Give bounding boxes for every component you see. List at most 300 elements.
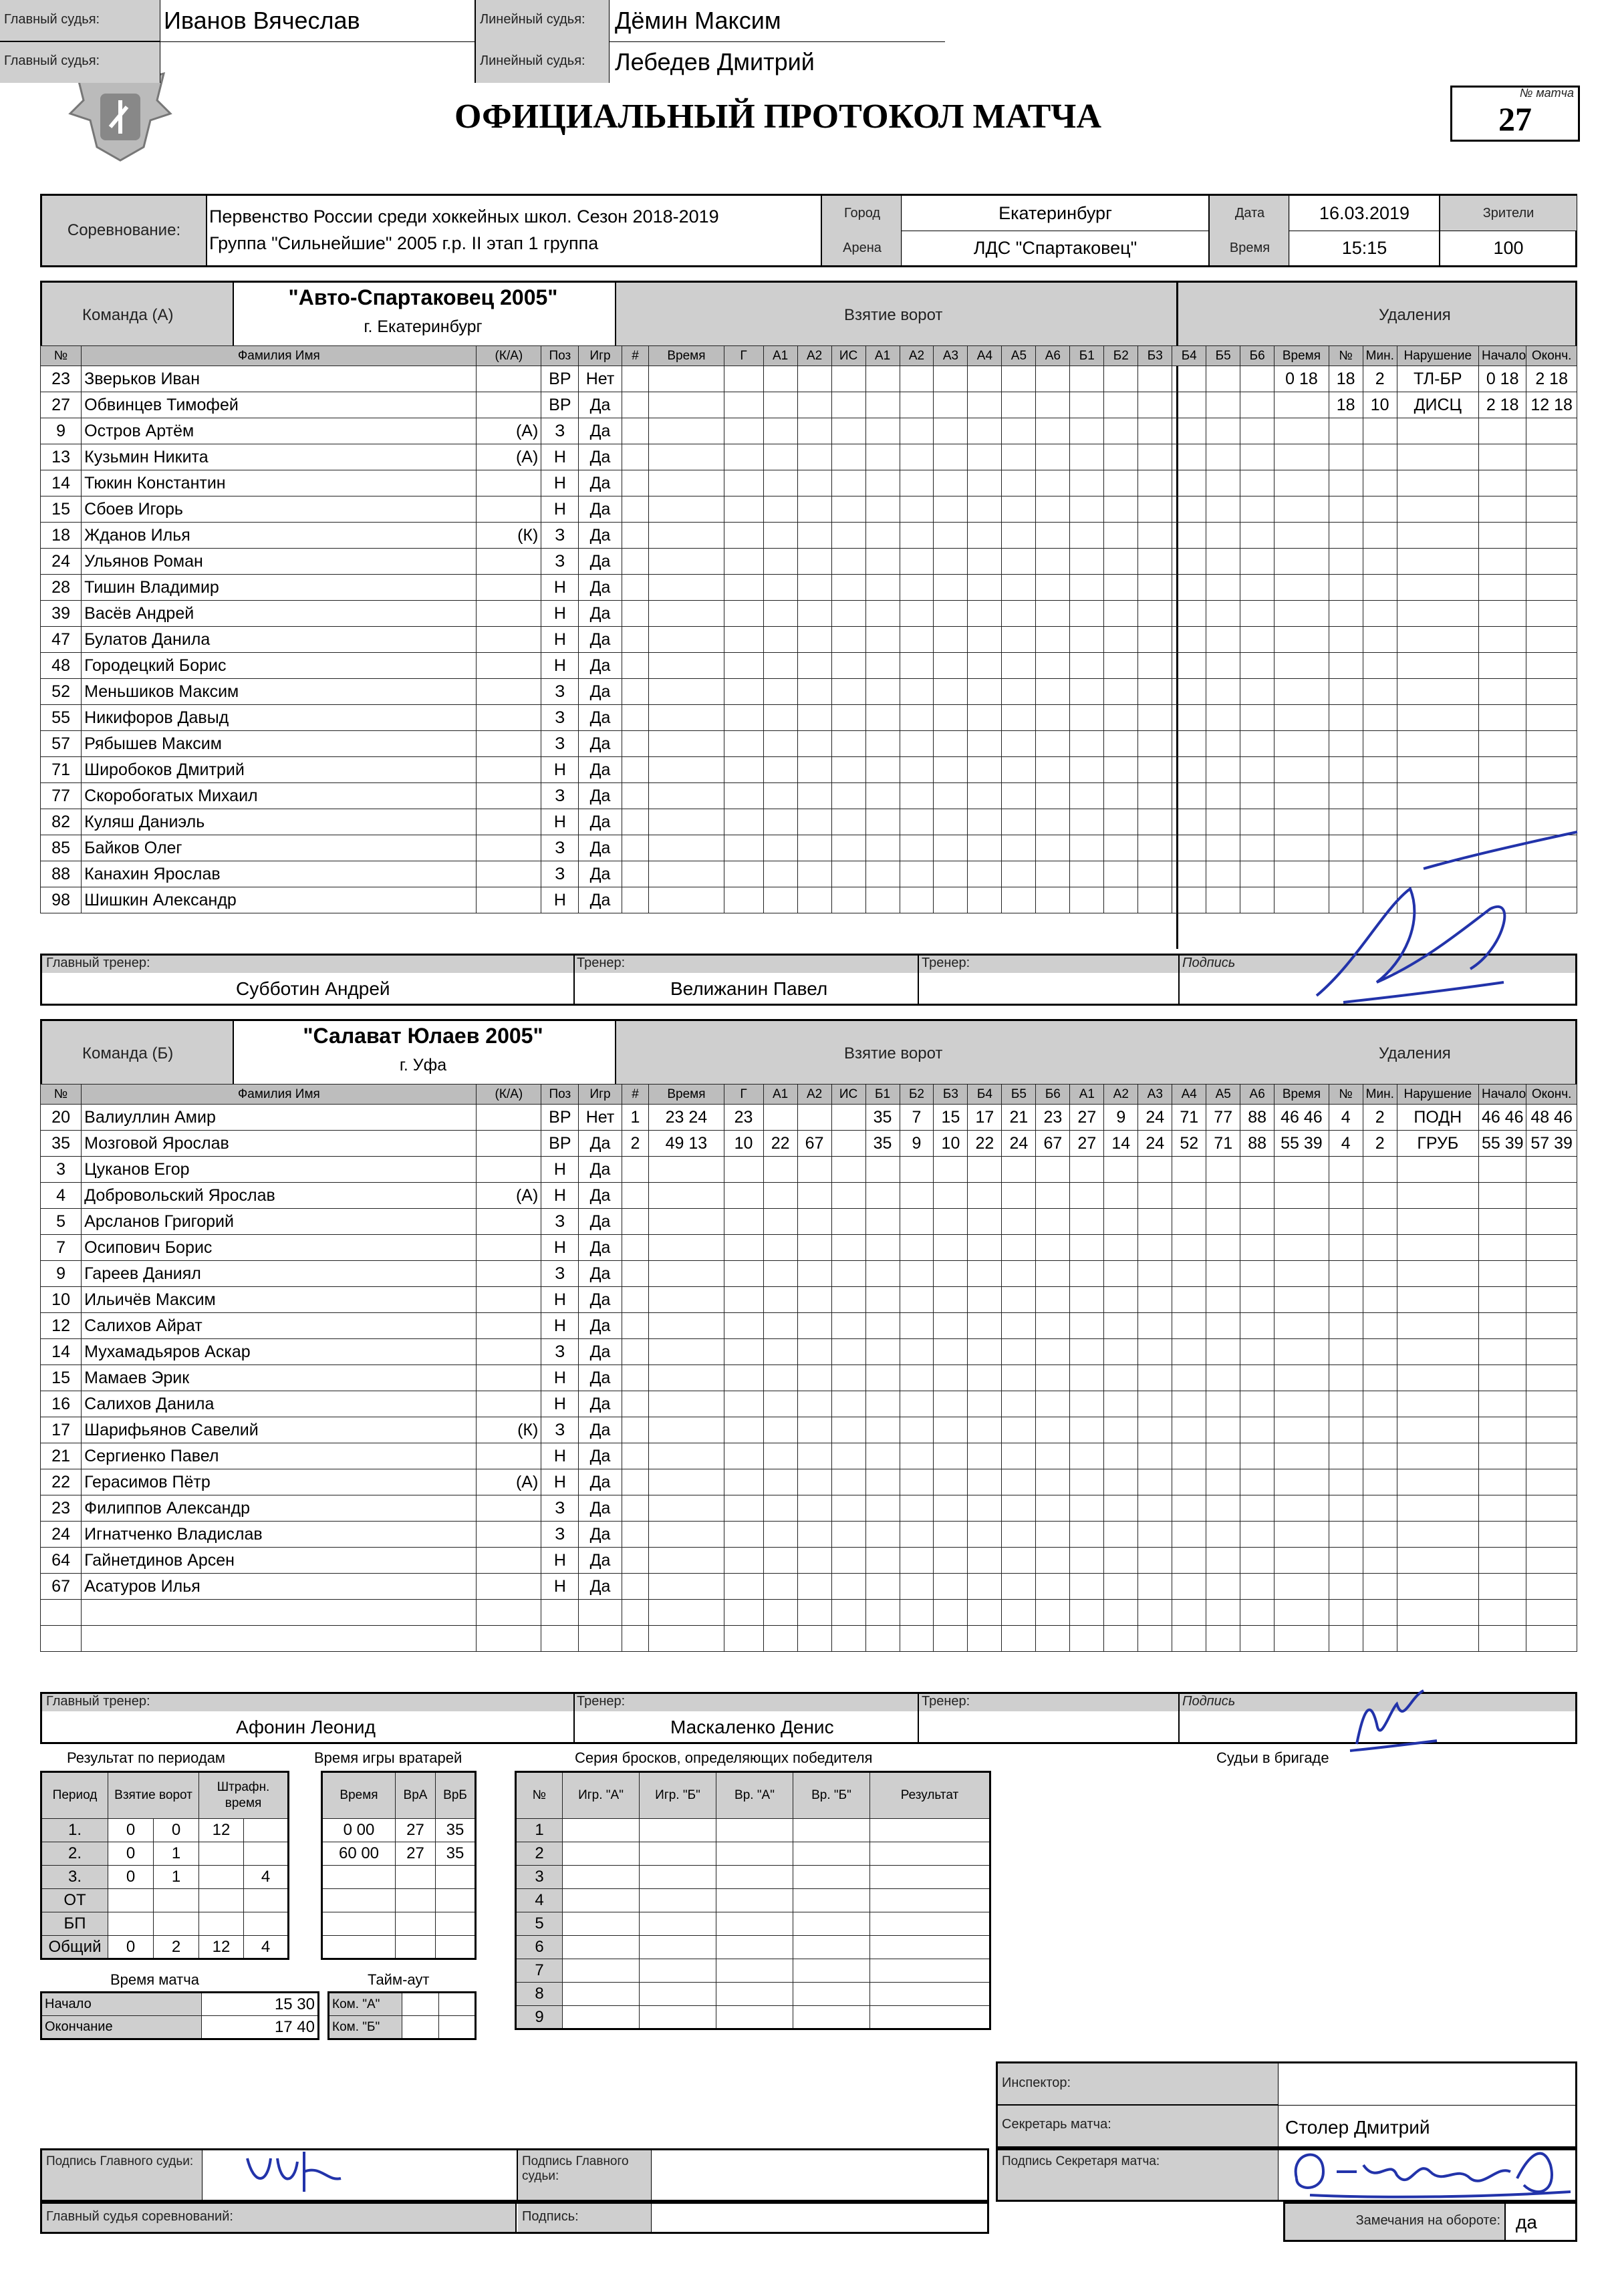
team-b-onice-cell [968,1495,1002,1522]
team-a-player-number: 15 [41,496,82,523]
team-b-player-name: Герасимов Пётр [82,1469,477,1495]
team-a-penalty-cell [1329,418,1363,444]
secretary-name: Столер Дмитрий [1285,2117,1430,2138]
team-b-penalty-cell [1526,1183,1577,1209]
team-b-goal-cell [797,1287,831,1313]
team-b-onice-cell [1206,1157,1240,1183]
team-b-coach: Маскаленко Денис [670,1717,834,1737]
team-b-goal-cell [724,1313,763,1339]
team-b-goal-cell [649,1261,724,1287]
team-b-onice-cell [1002,1495,1036,1522]
team-a-goal-cell [622,418,649,444]
team-b-goal-cell [622,1313,649,1339]
team-a-player-row [41,366,1577,392]
team-a-goal-cell [649,496,724,523]
team-a-onice-cell [934,523,968,549]
team-b-onice-cell [1104,1391,1138,1417]
line2-name: Лебедев Дмитрий [615,48,815,76]
team-b-onice-cell [1172,1157,1206,1183]
team-b-onice-cell [1172,1365,1206,1391]
shootout-row [516,1842,990,1866]
team-b-onice-cell [1206,1391,1240,1417]
team-a-penalty-cell [1397,731,1478,757]
team-b-goal-cell [724,1522,763,1548]
team-a-onice-cell [1002,392,1036,418]
team-b-player-role [477,1626,541,1652]
team-a-coach2-label: Тренер: [922,956,970,970]
team-b-onice-cell [1172,1339,1206,1365]
team-b-col-header: Мин. [1363,1085,1397,1105]
team-a-onice-cell [968,601,1002,627]
team-b-onice-cell: 24 [1138,1105,1172,1131]
team-a-onice-cell [1206,496,1240,523]
team-b-onice-cell [968,1313,1002,1339]
team-b-penalty-cell [1478,1235,1526,1261]
team-a-penalty-cell [1274,523,1329,549]
team-b-player-position: З [541,1522,579,1548]
team-a-penalty-cell [1274,418,1329,444]
team-b-goal-cell [763,1574,797,1600]
team-b-player-position: Н [541,1183,579,1209]
shootout-cell [793,1842,870,1866]
team-b-player-number [41,1626,82,1652]
team-a-goal-cell [649,392,724,418]
team-b-player-name: Филиппов Александр [82,1495,477,1522]
team-b-onice-cell [1240,1469,1274,1495]
team-a-onice-cell [1036,705,1070,731]
team-a-onice-cell [1240,470,1274,496]
team-a-onice-cell [934,418,968,444]
team-a-goal-cell [649,731,724,757]
team-b-player-row [41,1391,1577,1417]
team-a-onice-cell [1036,627,1070,653]
team-a-onice-cell [1070,783,1104,809]
team-a-onice-cell [1002,366,1036,392]
team-b-onice-cell: 35 [865,1131,900,1157]
team-a-onice-cell [900,601,934,627]
team-a-player-row [41,444,1577,470]
team-a-goal-cell [763,601,797,627]
team-b-penalty-cell [1526,1495,1577,1522]
team-a-player-plays: Да [579,444,622,470]
team-a-onice-cell [934,653,968,679]
shootout-cell [870,1959,990,1983]
team-b-onice-cell [1002,1287,1036,1313]
goalie-value: 60 00 [322,1842,396,1866]
team-a-onice-cell [1104,757,1138,783]
shootout-cell [870,1819,990,1842]
team-a-onice-cell [1070,366,1104,392]
time-label: Время [1208,231,1290,265]
team-b-goal-cell [724,1443,763,1469]
team-a-player-role [477,549,541,575]
team-b-penalty-cell [1363,1235,1397,1261]
team-a-goal-cell [622,679,649,705]
team-a-onice-cell [1206,470,1240,496]
team-b-goal-cell [622,1443,649,1469]
team-b-onice-cell [1240,1157,1274,1183]
goalie-value [396,1889,436,1912]
team-a-penalty-cell [1397,496,1478,523]
team-a-onice-cell [1002,887,1036,913]
team-a-goal-cell [831,366,865,392]
period-value: 0 [108,1936,154,1959]
team-b-player-role [477,1391,541,1417]
team-a-col-header: А3 [934,346,968,366]
team-a-penalty-cell [1363,653,1397,679]
team-b-onice-cell [1104,1548,1138,1574]
team-a-onice-cell [1138,731,1172,757]
team-a-goal-cell [763,575,797,601]
goalie-value [322,1912,396,1936]
team-a-col-header: (К/А) [477,346,541,366]
goalie-value [396,1912,436,1936]
team-a-goal-cell [622,835,649,861]
timeout-b-label: Ком. "Б" [329,2016,402,2039]
team-b-onice-cell [1240,1443,1274,1469]
team-b-penalty-cell [1526,1469,1577,1495]
team-b-onice-cell [1240,1261,1274,1287]
team-a-onice-cell [934,679,968,705]
team-a-penalty-cell [1526,653,1577,679]
team-b-penalty-cell: ГРУБ [1397,1131,1478,1157]
team-b-onice-cell [865,1548,900,1574]
team-b-onice-cell [1206,1183,1240,1209]
team-b-onice-cell [1104,1469,1138,1495]
team-a-onice-cell [1172,887,1206,913]
team-a-penalty-cell [1526,496,1577,523]
team-b-goal-cell [831,1157,865,1183]
team-b-onice-cell [1070,1235,1104,1261]
team-b-onice-cell [1172,1548,1206,1574]
team-b-onice-cell [1138,1443,1172,1469]
period-name: ОТ [41,1889,108,1912]
team-b-player-name: Салихов Данила [82,1391,477,1417]
team-a-penalty-cell: 10 [1363,392,1397,418]
team-a-onice-cell [900,887,934,913]
team-a-onice-cell [1104,549,1138,575]
goalie-time-title: Время игры вратарей [314,1749,462,1766]
team-a-onice-cell [934,835,968,861]
team-b-player-position: З [541,1209,579,1235]
team-b-goal-cell [724,1261,763,1287]
team-b-onice-cell [1070,1495,1104,1522]
team-a-player-role [477,575,541,601]
goalie-row [322,1889,476,1912]
team-b-goal-cell [797,1574,831,1600]
team-b-penalty-cell [1329,1157,1363,1183]
team-b-penalty-cell: ПОДН [1397,1105,1478,1131]
team-a-onice-cell [865,601,900,627]
team-a-col-header: А2 [900,346,934,366]
team-a-goal-cell [831,783,865,809]
team-a-player-row [41,679,1577,705]
shootout-cell [870,2006,990,2029]
team-b-penalty-cell [1274,1313,1329,1339]
team-a-penalty-cell [1478,470,1526,496]
team-a-onice-cell [865,444,900,470]
team-a-player-row [41,523,1577,549]
team-a-goal-cell [763,418,797,444]
team-b-onice-cell [934,1183,968,1209]
period-value: 0 [108,1866,154,1889]
match-time-title: Время матча [110,1971,199,1988]
team-a-player-number: 14 [41,470,82,496]
period-value: 1 [154,1842,199,1866]
team-b-onice-cell [1240,1626,1274,1652]
team-a-penalty-cell [1478,444,1526,470]
team-a-onice-cell [900,575,934,601]
team-a-player-name: Широбоков Дмитрий [82,757,477,783]
team-b-player-plays: Да [579,1365,622,1391]
team-b-col-header: # [622,1085,649,1105]
team-b-penalty-cell [1329,1391,1363,1417]
team-a-player-plays: Да [579,757,622,783]
team-a-onice-cell [900,496,934,523]
team-a-goal-cell [724,861,763,887]
team-b-col-header: Оконч. [1526,1085,1577,1105]
team-a-col-header: Начало [1478,346,1526,366]
match-start-label: Начало [41,1993,202,2016]
team-b-goal-cell [649,1313,724,1339]
remarks-label: Замечания на обороте: [1285,2204,1506,2240]
team-a-player-name: Байков Олег [82,835,477,861]
team-a-onice-cell [1240,575,1274,601]
team-a-goal-cell [622,549,649,575]
team-a-player-number: 57 [41,731,82,757]
team-b-onice-cell [865,1495,900,1522]
team-b-goal-cell [649,1574,724,1600]
team-b-goal-cell [763,1548,797,1574]
team-a-onice-cell [1240,549,1274,575]
team-b-onice-cell [1240,1339,1274,1365]
team-a-onice-cell [1036,444,1070,470]
team-a-onice-cell [934,783,968,809]
team-b-penalty-cell: 46 46 [1478,1105,1526,1131]
team-a-onice-cell [1172,444,1206,470]
team-a-onice-cell [865,835,900,861]
team-a-col-header: А1 [865,346,900,366]
team-b-goal-cell: 2 [622,1131,649,1157]
team-b-onice-cell [900,1417,934,1443]
team-b-penalty-cell [1526,1157,1577,1183]
goalie-value [322,1936,396,1959]
team-a-onice-cell [900,861,934,887]
team-a-onice-cell [900,679,934,705]
team-a-player-plays: Да [579,523,622,549]
team-b-col-header: А6 [1240,1085,1274,1105]
shootout-header: Игр. "А" [563,1772,640,1819]
team-a-onice-cell [900,366,934,392]
team-b-penalty-cell [1526,1522,1577,1548]
team-a-onice-cell [1206,809,1240,835]
team-b-penalty-cell [1526,1626,1577,1652]
team-a-onice-cell [1104,418,1138,444]
team-b-onice-cell [865,1522,900,1548]
team-b-onice-cell [934,1235,968,1261]
team-a-player-role [477,496,541,523]
team-a-player-row [41,496,1577,523]
team-b-penalty-cell [1274,1417,1329,1443]
team-b-penalty-cell [1274,1600,1329,1626]
team-b-goal-cell [797,1313,831,1339]
team-b-player-row [41,1209,1577,1235]
team-b-player-row [41,1105,1577,1131]
period-value: 4 [244,1936,289,1959]
team-a-penalty-cell [1526,418,1577,444]
team-a-onice-cell [865,392,900,418]
team-a-player-position: З [541,705,579,731]
team-a-onice-cell [1206,575,1240,601]
team-b-onice-cell [1172,1495,1206,1522]
team-b-col-header: Время [1274,1085,1329,1105]
period-name: 1. [41,1819,108,1842]
team-b-onice-cell [865,1469,900,1495]
team-a-onice-cell [1172,835,1206,861]
team-a-onice-cell [900,757,934,783]
team-b-onice-cell [1104,1365,1138,1391]
team-b-player-role [477,1600,541,1626]
team-a-onice-cell [1240,809,1274,835]
team-a-onice-cell [1002,601,1036,627]
team-a-onice-cell [1172,705,1206,731]
team-b-onice-cell [900,1495,934,1522]
team-a-goal-cell [724,783,763,809]
team-a-player-role: (К) [477,523,541,549]
team-b-player-position: З [541,1417,579,1443]
team-b-col-header: А2 [1104,1085,1138,1105]
periods-table [40,1771,289,1960]
periods-row [41,1936,289,1959]
team-b-penalty-cell [1526,1209,1577,1235]
team-a-player-row [41,627,1577,653]
team-a-player-plays: Да [579,783,622,809]
team-b-onice-cell [900,1391,934,1417]
team-b-player-position: Н [541,1313,579,1339]
team-b-penalty-cell [1274,1574,1329,1600]
team-a-goal-cell [622,470,649,496]
team-b-penalty-cell [1274,1443,1329,1469]
team-b-onice-cell [934,1443,968,1469]
team-b-goal-cell [724,1183,763,1209]
team-a-onice-cell [1138,418,1172,444]
team-b-onice-cell: 27 [1070,1131,1104,1157]
team-a-onice-cell [1104,470,1138,496]
team-a-onice-cell [1002,627,1036,653]
team-b-player-position: ВР [541,1131,579,1157]
team-b-player-number: 7 [41,1235,82,1261]
team-a-onice-cell [1138,549,1172,575]
team-b-onice-cell: 88 [1240,1131,1274,1157]
team-b-onice-cell: 67 [1036,1131,1070,1157]
team-a-penalty-cell [1329,653,1363,679]
team-b-player-plays: Да [579,1443,622,1469]
team-b-goal-cell [622,1261,649,1287]
team-a-goal-cell [622,627,649,653]
team-a-col-header: ИС [831,346,865,366]
team-a-onice-cell [968,809,1002,835]
team-a-penalty-cell [1363,575,1397,601]
period-value [154,1912,199,1936]
arena-label: Арена [821,231,902,265]
team-a-onice-cell [865,627,900,653]
team-b-onice-cell [1138,1495,1172,1522]
team-b-onice-cell [1206,1626,1240,1652]
team-a-goal-cell [797,366,831,392]
team-b-onice-cell [1206,1469,1240,1495]
team-a-player-plays: Да [579,679,622,705]
team-a-goal-cell [724,731,763,757]
team-a-onice-cell [934,470,968,496]
team-b-player-plays: Да [579,1469,622,1495]
team-a-onice-cell [1070,731,1104,757]
team-b-onice-cell [1036,1339,1070,1365]
team-b-player-plays [579,1600,622,1626]
team-b-penalty-cell [1526,1443,1577,1469]
competition-label: Соревнование: [42,196,207,265]
team-a-goal-cell [831,887,865,913]
team-a-player-role [477,731,541,757]
team-b-player-plays: Да [579,1209,622,1235]
team-a-player-name: Меньшиков Максим [82,679,477,705]
team-a-onice-cell [1172,783,1206,809]
team-a-goal-cell [831,575,865,601]
team-b-goal-cell [797,1157,831,1183]
team-b-city: г. Уфа [399,1056,447,1074]
team-b-onice-cell [1240,1313,1274,1339]
shootout-number: 5 [516,1912,563,1936]
team-b-onice-cell [1172,1626,1206,1652]
team-a-onice-cell [1104,731,1138,757]
team-a-onice-cell [1002,835,1036,861]
team-a-onice-cell [934,496,968,523]
team-b-onice-cell [1036,1574,1070,1600]
team-a-player-position: З [541,418,579,444]
team-b-onice-cell [1172,1574,1206,1600]
team-a-penalty-cell: 0 18 [1478,366,1526,392]
team-a-onice-cell [1206,835,1240,861]
team-a-penalty-cell [1329,627,1363,653]
team-a-onice-cell [1172,470,1206,496]
team-b-goal-cell [831,1469,865,1495]
team-a-player-name: Сбоев Игорь [82,496,477,523]
team-a-onice-cell [1138,470,1172,496]
team-b-penalty-cell [1397,1261,1478,1287]
periods-header: Период [41,1772,108,1819]
team-a-player-number: 18 [41,523,82,549]
team-b-onice-cell [865,1287,900,1313]
team-b-col-header: (К/А) [477,1085,541,1105]
team-b-onice-cell [1002,1261,1036,1287]
goalie-row [322,1866,476,1889]
team-a-head-coach-label: Главный тренер: [46,956,150,970]
periods-row [41,1889,289,1912]
team-a-penalty-cell [1526,523,1577,549]
team-b-penalty-cell [1329,1183,1363,1209]
team-a-player-name: Никифоров Давыд [82,705,477,731]
team-a-goal-cell [763,809,797,835]
team-b-goal-cell [622,1522,649,1548]
team-b-penalty-cell [1363,1548,1397,1574]
team-b-col-header: Игр [579,1085,622,1105]
team-b-player-row [41,1548,1577,1574]
team-b-goal-cell [763,1365,797,1391]
goalie-row [322,1819,476,1842]
team-a-penalty-cell [1329,705,1363,731]
team-a-penalty-cell [1478,757,1526,783]
team-a-goal-cell [649,601,724,627]
team-b-player-name: Мамаев Эрик [82,1365,477,1391]
